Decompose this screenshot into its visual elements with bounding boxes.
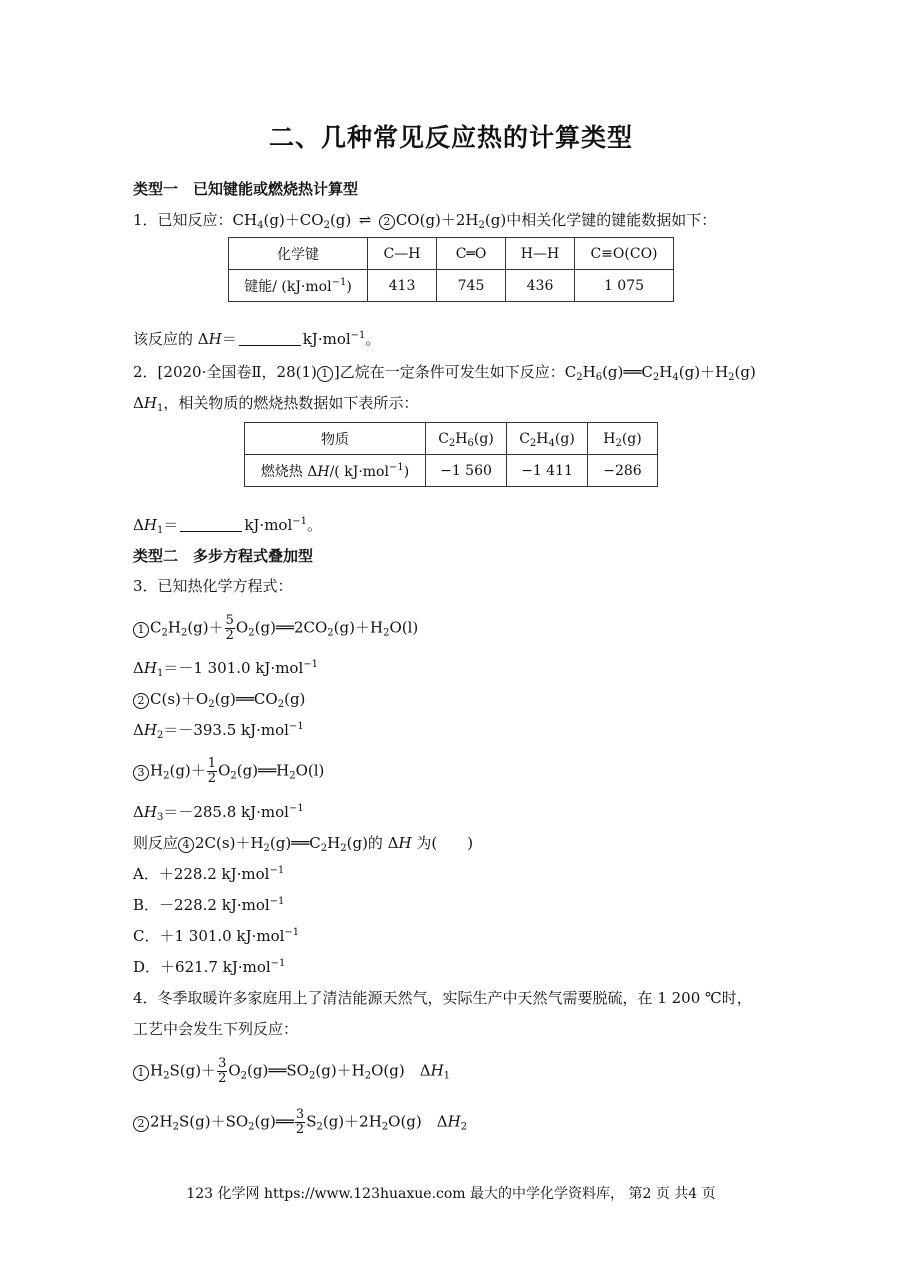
q3-question: 则反应 4 $2C(s)+H_2(g)══C_2H_2(g)$的 ΔH 为( ) xyxy=(133,834,474,854)
table-cell: 键能/ (kJ·mol$^{-1}$) xyxy=(229,270,368,302)
q4-line2: 工艺中会发生下列反应： xyxy=(133,1020,299,1038)
option-b[interactable]: B．－228.2 kJ·mol$^{-1}$ xyxy=(133,896,285,914)
q3-dh1: $\Delta H_1=-1$ 301.0 kJ·mol$^{-1}$ xyxy=(133,659,319,679)
q2-line2: $\Delta H_1$，相关物质的燃烧热数据如下表所示： xyxy=(133,394,419,414)
table-cell: $H_2(g)$ xyxy=(588,423,658,455)
table-cell: 745 xyxy=(437,270,506,302)
page-title: 二、几种常见反应热的计算类型 xyxy=(268,123,633,152)
answer-blank xyxy=(239,331,301,346)
table-cell: 436 xyxy=(506,270,575,302)
table-cell: 燃烧热 ΔH/( kJ·mol$^{-1}$) xyxy=(245,455,426,487)
table-row xyxy=(229,270,674,302)
q4-line1: 4．冬季取暖许多家庭用上了清洁能源天然气，实际生产中天然气需要脱硫，在 1 200 ℃时， xyxy=(133,989,752,1007)
circled-4-icon: 4 xyxy=(178,837,194,853)
option-a[interactable]: A．＋228.2 kJ·mol$^{-1}$ xyxy=(133,865,285,883)
table-row xyxy=(229,238,674,270)
circled-2-icon: 2 xyxy=(133,693,149,709)
table-cell: 1 075 xyxy=(575,270,674,302)
option-d[interactable]: D．＋621.7 kJ·mol$^{-1}$ xyxy=(133,958,286,976)
fraction: $\frac{1}{2}$ xyxy=(207,756,217,786)
circled-3-icon: 3 xyxy=(133,765,149,781)
type1-heading: 类型一 已知键能或燃烧热计算型 xyxy=(133,180,359,198)
q1-table xyxy=(228,237,674,302)
circled-1-icon: 1 xyxy=(133,622,149,638)
option-c[interactable]: C．＋1 301.0 kJ·mol$^{-1}$ xyxy=(133,927,300,945)
table-cell: C—H xyxy=(368,238,437,270)
table-cell: 化学键 xyxy=(229,238,368,270)
q2-answer-line: $\Delta H_1= kJ\cdot mol^{-1}$。 xyxy=(133,516,323,536)
page-footer: 123 化学网 https://www.123huaxue.com 最大的中学化学资料库， 第2 页 共4 页 xyxy=(186,1186,716,1202)
circled-2-icon: 2 xyxy=(133,1116,149,1132)
answer-blank xyxy=(180,517,242,532)
table-cell: −1 411 xyxy=(507,455,588,487)
table-cell: $C_2H_6(g)$ xyxy=(426,423,507,455)
table-row xyxy=(245,455,658,487)
table-cell: H—H xyxy=(506,238,575,270)
table-row xyxy=(245,423,658,455)
q4-eq1: 1 $H_2S(g)+$ $\frac{3}{2}$ $O_2(g)══SO_2(g)+H_2O(g)$ $\Delta H_1$ xyxy=(133,1057,450,1086)
table-cell: 物质 xyxy=(245,423,426,455)
arrow-icon: ⇌ xyxy=(358,211,372,229)
fraction: $\frac{3}{2}$ xyxy=(218,1056,227,1086)
q1-statement: 1．已知反应：$CH_4(g)+CO_2(g)$ ⇌ 2 $CO(g)+2H_2(g)$中相关化学键的键能数据如下： xyxy=(133,211,717,231)
q4-eq2: 2 $2H_2S(g)+SO_2(g)══$ $\frac{3}{2}$ $S_2(g)+2H_2O(g)$ $\Delta H_2$ xyxy=(133,1108,467,1137)
q3-dh3: $\Delta H_3=-285.8$ kJ·mol$^{-1}$ xyxy=(133,803,304,823)
table-cell: 413 xyxy=(368,270,437,302)
circled-1-icon: 1 xyxy=(317,366,333,382)
q3-eq1: 1 $C_2H_2(g)+$ $\frac{5}{2}$ $O_2(g)══2CO_2(g)+H_2O(l)$ xyxy=(133,614,418,643)
q3-intro: 3．已知热化学方程式： xyxy=(133,577,293,595)
circled-2-icon: 2 xyxy=(379,214,395,230)
fraction: $\frac{5}{2}$ xyxy=(225,613,234,643)
table-cell: C≡O(CO) xyxy=(575,238,674,270)
fraction: $\frac{3}{2}$ xyxy=(295,1107,305,1137)
q3-eq2: 2 $C(s)+O_2(g)══CO_2(g)$ xyxy=(133,689,305,709)
type2-heading: 类型二 多步方程式叠加型 xyxy=(133,547,314,565)
table-cell: $C_2H_4(g)$ xyxy=(507,423,588,455)
table-cell: −1 560 xyxy=(426,455,507,487)
q1-prefix: 1．已知反应： xyxy=(133,211,233,229)
q2-statement: 2．[2020·全国卷Ⅱ，28(1) 1 ]乙烷在一定条件可发生如下反应：$C_2H_6(g)══C_2H_4(g)+H_2(g)$ xyxy=(133,363,756,383)
circled-1-icon: 1 xyxy=(133,1065,149,1081)
q2-table xyxy=(244,422,658,487)
table-cell: C═O xyxy=(437,238,506,270)
q1-answer-line: 该反应的 ΔH＝ kJ·mol$^{-1}$。 xyxy=(133,330,381,348)
q3-eq3: 3 $H_2(g)+$ $\frac{1}{2}$ $O_2(g)══H_2O(l)$ xyxy=(133,757,324,786)
table-cell: −286 xyxy=(588,455,658,487)
q3-dh2: $\Delta H_2=-393.5$ kJ·mol$^{-1}$ xyxy=(133,721,304,741)
